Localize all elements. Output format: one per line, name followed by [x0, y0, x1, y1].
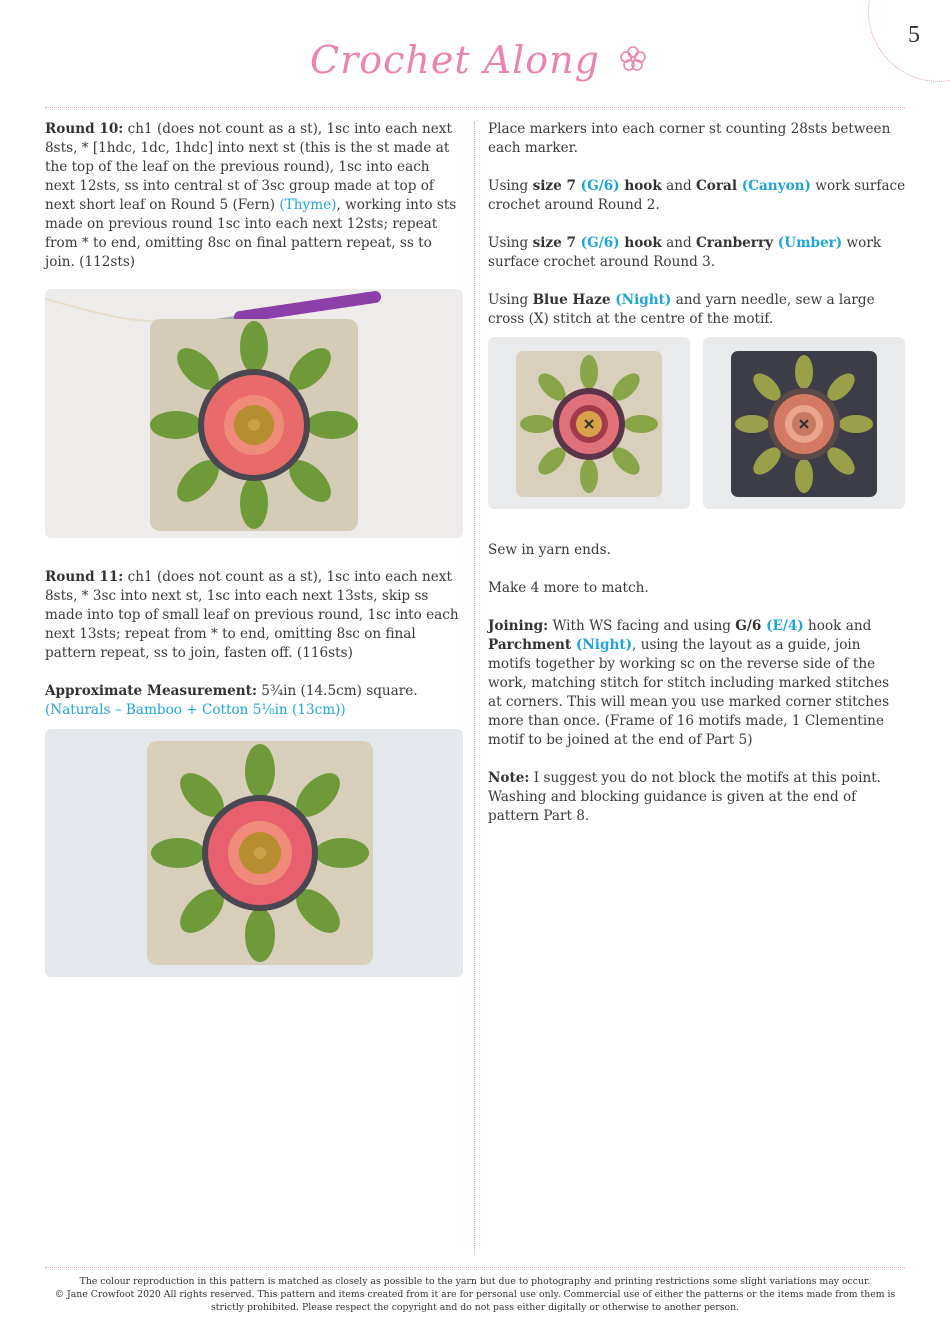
note-label: Note:	[488, 770, 530, 786]
coral-hook: hook	[619, 178, 662, 194]
coral-pre: Using	[488, 178, 533, 194]
measurement-alt: (Naturals – Bamboo + Cotton 5⅛in (13cm))	[45, 702, 346, 718]
round-10-text-b: , working into sts made on previous round 1sc into each next 12sts; repeat from * to end, omitting 8sc on final pattern repeat, ss to join. (112sts)	[45, 197, 457, 270]
round-11-label: Round 11:	[45, 569, 124, 585]
cranberry-size-alt: (G/6)	[575, 235, 620, 251]
bluehaze-post: and yarn needle, sew a large cross (X) stitch at the centre of the motif.	[488, 292, 875, 327]
left-column	[45, 120, 463, 977]
joining-t1: With WS facing and using	[548, 618, 736, 634]
measurement-label: Approximate Measurement:	[45, 683, 257, 699]
round-10-text-a: ch1 (does not count as a st), 1sc into each next 8sts, * [1hdc, 1dc, 1hdc] into next st (this is the st made at the top of the leaf on the previous round), 1sc into each next 12sts, ss into central st of 3sc group made at top of next short leaf on Round 5 (Fern)	[45, 121, 452, 213]
header-divider	[45, 107, 905, 108]
coral-and: and	[661, 178, 696, 194]
joining-yarn: Parchment	[488, 637, 572, 653]
bluehaze-yarn: Blue Haze	[532, 292, 611, 308]
bluehaze-pre: Using	[488, 292, 533, 308]
round-10-instructions	[45, 120, 463, 272]
sew-in-text: Sew in yarn ends.	[488, 542, 611, 558]
markers-text: Place markers into each corner st counting 28sts between each marker.	[488, 121, 891, 156]
coral-yarn: Coral	[695, 178, 738, 194]
footer-divider	[45, 1267, 905, 1268]
cranberry-and: and	[661, 235, 696, 251]
cranberry-hook: hook	[619, 235, 662, 251]
joining-yarn-alt: (Night)	[571, 637, 633, 653]
motif-photo-natural	[488, 337, 690, 509]
logo-text: Crochet Along	[310, 38, 600, 82]
coral-yarn-alt: (Canyon)	[737, 178, 811, 194]
joining-hook-alt: (E/4)	[761, 618, 804, 634]
column-divider	[474, 122, 475, 1254]
coral-size: size 7	[532, 178, 576, 194]
round-10-alt-yarn: (Thyme)	[279, 197, 337, 213]
joining-t2: hook and	[803, 618, 872, 634]
cranberry-pre: Using	[488, 235, 533, 251]
flower-icon	[618, 44, 648, 74]
cranberry-yarn-alt: (Umber)	[773, 235, 843, 251]
round-10-photo	[45, 289, 463, 538]
footer-copyright: © Jane Crowfoot 2020 All rights reserved. This pattern and items created from it are for personal use only. Commercial use of either the patterns or the items made from them is strictly prohibited. Please respect the copyright and do not pass either digitally or otherwise to another person.	[54, 1289, 896, 1313]
cranberry-size: size 7	[532, 235, 576, 251]
make-more-text: Make 4 more to match.	[488, 580, 649, 596]
page-number: 5	[908, 22, 920, 48]
motif-photos	[488, 337, 906, 509]
motif-photo-dark	[703, 337, 905, 509]
right-column	[488, 120, 906, 845]
joining-instructions	[488, 617, 906, 750]
round-10-label: Round 10:	[45, 121, 124, 137]
joining-t3: , using the layout as a guide, join motifs together by working sc on the reverse side of the work, matching stitch for stitch including marked stitches at corners. This will mean you use marked corner stitches more than once. (Frame of 16 motifs made, 1 Clementine motif to be joined at the end of Part 5)	[488, 637, 890, 748]
measurement-text: 5¾in (14.5cm) square.	[256, 683, 418, 699]
round-11-text: ch1 (does not count as a st), 1sc into each next 8sts, * 3sc into next st, 1sc into each next 13sts, skip ss made into top of small leaf on previous round, 1sc into each next 13sts; repeat from * to end, omitting 8sc on final pattern repeat, ss to join, fasten off. (116sts)	[45, 569, 459, 661]
footer-colour-note: The colour reproduction in this pattern is matched as closely as possible to the yarn but due to photography and printing restrictions some slight variations may occur.	[79, 1276, 871, 1287]
cranberry-yarn: Cranberry	[695, 235, 774, 251]
coral-instructions	[488, 177, 906, 215]
coral-size-alt: (G/6)	[575, 178, 620, 194]
cranberry-instructions	[488, 234, 906, 272]
coral-post: work surface crochet around Round 2.	[488, 178, 906, 213]
round-11-instructions	[45, 568, 463, 663]
joining-hook: G/6	[735, 618, 762, 634]
measurement	[45, 682, 463, 720]
note-text	[488, 769, 906, 826]
bluehaze-instructions	[488, 291, 906, 329]
bluehaze-yarn-alt: (Night)	[610, 292, 672, 308]
note-body: I suggest you do not block the motifs at this point. Washing and blocking guidance is given at the end of pattern Part 8.	[488, 770, 881, 824]
joining-label: Joining:	[488, 618, 549, 634]
round-11-photo	[45, 729, 463, 977]
footer	[45, 1275, 905, 1314]
crochet-along-logo	[310, 38, 655, 108]
cranberry-post: work surface crochet around Round 3.	[488, 235, 882, 270]
